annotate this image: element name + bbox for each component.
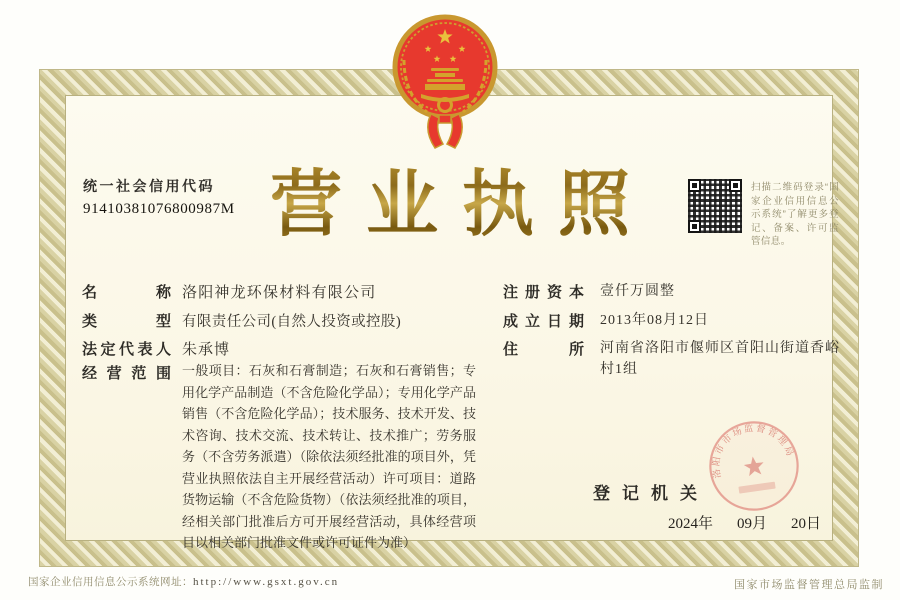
footer-publicity-label: 国家企业信用信息公示系统网址： [28, 576, 193, 588]
field-label-address: 住所 [503, 341, 584, 358]
field-value-legal-representative: 朱承博 [182, 342, 231, 358]
qr-finder-icon [688, 179, 701, 192]
issue-date-month: 09月 [737, 516, 768, 532]
field-label-legal-representative: 法定代表人 [82, 341, 171, 358]
field-value-establishment-date: 2013年08月12日 [600, 313, 709, 328]
qr-code [688, 179, 742, 233]
issue-date [668, 512, 821, 533]
field-label-type: 类型 [82, 313, 171, 330]
qr-finder-icon [688, 220, 701, 233]
footer-issuing-authority: 国家市场监督管理总局监制 [734, 579, 884, 591]
field-label-name: 名称 [82, 284, 171, 301]
issue-date-day: 20日 [791, 516, 822, 532]
seal-arc-text: 洛阳市市场监督管理局 [710, 422, 796, 480]
field-value-type: 有限责任公司(自然人投资或控股) [182, 314, 402, 330]
qr-finder-icon [729, 179, 742, 192]
footer-publicity-system [28, 574, 339, 589]
field-label-establishment-date: 成立日期 [503, 313, 584, 330]
license-title: 营业执照 [0, 146, 900, 250]
china-national-emblem-icon [391, 10, 499, 150]
qr-caption: 扫描二维码登录“国家企业信用信息公示系统”了解更多登记、备案、许可监管信息。 [751, 182, 839, 247]
registration-authority-seal [700, 412, 808, 520]
registration-authority-label: 登记机关 [593, 484, 709, 503]
field-value-name: 洛阳神龙环保材料有限公司 [182, 285, 377, 301]
footer-publicity-url: http://www.gsxt.gov.cn [193, 576, 340, 588]
field-value-address: 河南省洛阳市偃师区首阳山街道香峪村1组 [600, 341, 840, 377]
field-label-business-scope: 经营范围 [82, 365, 171, 382]
issue-date-year: 2024年 [668, 516, 714, 532]
field-value-business-scope: 一般项目：石灰和石膏制造；石灰和石膏销售；专用化学产品制造（不含危险化学品）；专用化学产品销售（不含危险化学品）；技术服务、技术开发、技术咨询、技术交流、技术转让、技术推广；劳务服务（不含劳务派遣）（除依法须经批准的项目外，凭营业执照依法自主开展经营活动）许可项目：道路货物运输（不含危险货物）（依法须经批准的项目，经相关部门批准后方可开展经营活动，具体经营项目以相关部门批准文件或许可证件为准） [182, 363, 476, 550]
field-value-registered-capital: 壹仟万圆整 [600, 284, 675, 299]
field-label-registered-capital: 注册资本 [503, 284, 584, 301]
